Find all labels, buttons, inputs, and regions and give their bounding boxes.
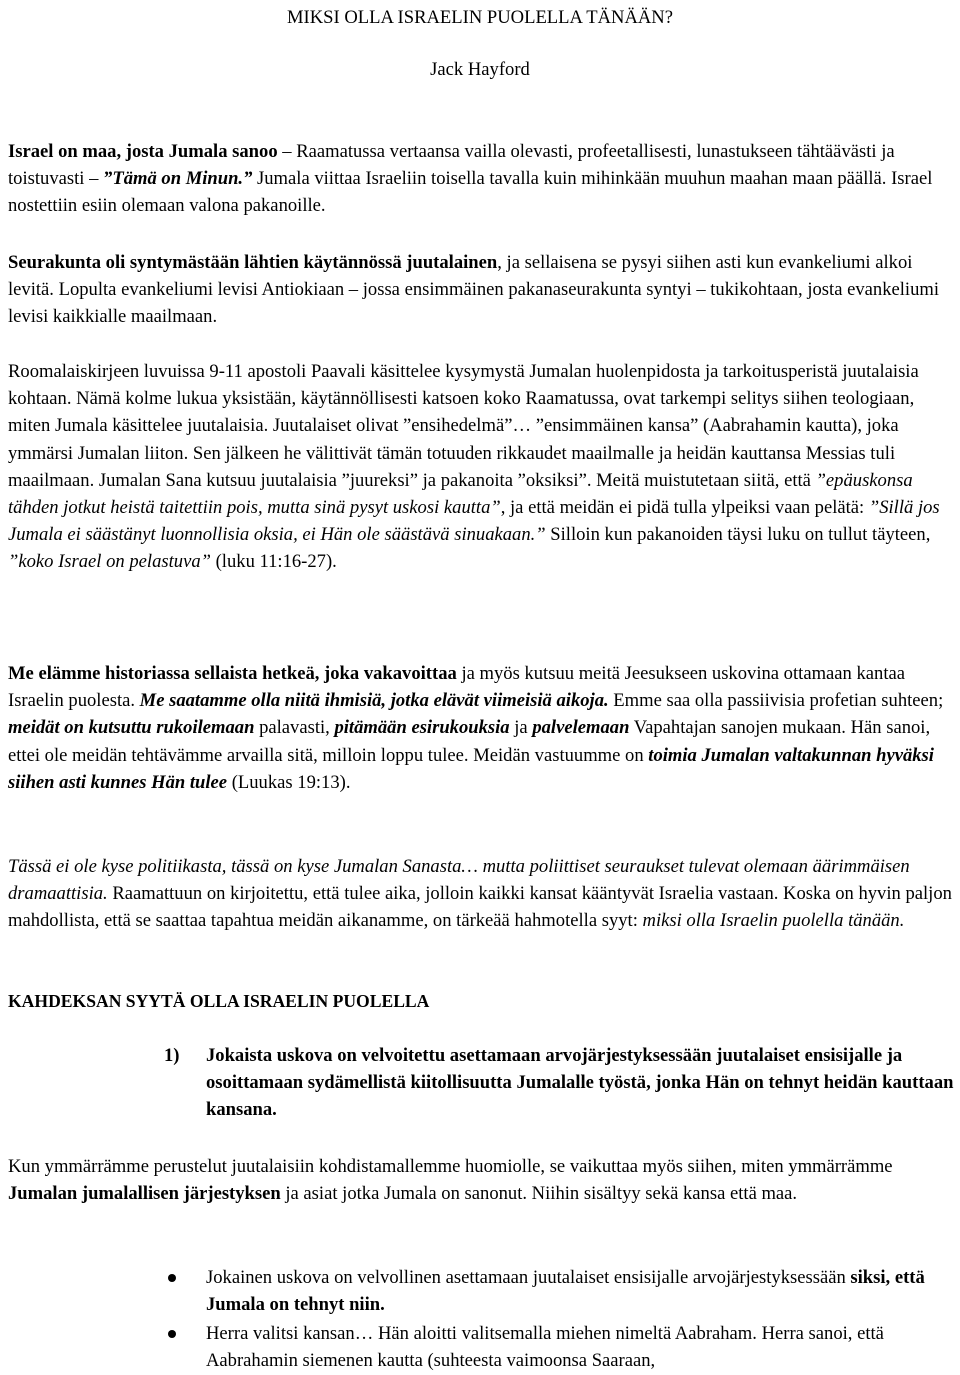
body-text: Silloin kun pakanoiden täysi luku on tullut täyteen, [545, 524, 931, 546]
italic-text: Tässä ei ole kyse politiikasta, tässä on kyse Jumalan Sanasta… mutta poliittiset seuraukset tulevat olemaan äärimmäisen dramaattisia. [8, 856, 910, 905]
paragraph-romans [8, 358, 954, 576]
body-text: , ja että meidän ei pidä tulla ylpeiksi vaan pelätä: [500, 497, 869, 519]
emphasis-text: siksi, että Jumala on tehnyt niin. [206, 1267, 925, 1316]
body-text: Kun ymmärrämme perustelut juutalaisiin kohdistamallemme huomiolle, se vaikuttaa myös siihen, miten ymmärrämme [8, 1156, 893, 1177]
body-text: palavasti, [254, 717, 335, 739]
body-text: Herra valitsi kansan… Hän aloitti valitsemalla miehen nimeltä Aabraham. Herra sanoi, että Aabrahamin siemenen kautta (suhteesta vaimoonsa Saaraan, [206, 1323, 884, 1372]
body-text: ja myös kutsuu meitä Jeesukseen uskovina ottamaan kantaa Israelin puolesta. [8, 663, 905, 712]
paragraph-divine-order [8, 1153, 954, 1207]
body-text: Vapahtajan sanojen mukaan. Hän sanoi, ettei ole meidän tehtävämme arvailla sitä, milloin loppu tulee. Meidän vastuumme on [8, 717, 931, 766]
emphasis-text: Seurakunta oli syntymästään lähtien käytännössä juutalainen [8, 252, 498, 273]
body-text: Raamattuun on kirjoitettu, että tulee aika, jolloin kaikki kansat kääntyvät Israelia vastaan. Koska on hyvin paljon mahdollista, että se saattaa tapahtua meidän aikanamme, on tärkeää hahmotella syyt: [8, 883, 952, 932]
bullet-item [168, 1320, 954, 1374]
emphasis-text: Israel on maa, josta Jumala sanoo [8, 141, 278, 162]
bullet-icon [168, 1330, 176, 1338]
section-heading: KAHDEKSAN SYYTÄ OLLA ISRAELIN PUOLELLA [8, 991, 430, 1011]
emphasis-text: pitämään esirukouksia [334, 717, 510, 739]
emphasis-text: palvelemaan [532, 717, 630, 739]
body-text: ja [509, 717, 533, 739]
italic-text: miksi olla Israelin puolella tänään. [642, 910, 905, 932]
emphasis-text: ”Tämä on Minun.” [103, 168, 253, 190]
quote-text: ”koko Israel on pelastuva” [8, 551, 211, 573]
document-title: MIKSI OLLA ISRAELIN PUOLELLA TÄNÄÄN? [287, 7, 673, 28]
body-text: – Raamatussa vertaansa vailla olevasti, profeetallisesti, lunastukseen tähtäävästi ja toistuvasti – [8, 141, 895, 190]
reason-text: Jokaista uskova on velvoitettu asettamaan arvojärjestyksessään juutalaiset ensisijalle ja osoittamaan sydämellistä kiitollisuutta Jumalalle työstä, jonka Hän on tehnyt heidän kauttaan kansana. [206, 1045, 954, 1121]
body-text: ja asiat jotka Jumala on sanonut. Niihin sisältyy sekä kansa että maa. [280, 1183, 798, 1205]
author-name: Jack Hayford [430, 59, 530, 80]
body-text: (luku 11:16-27). [210, 551, 337, 573]
quote-text: ”Sillä jos Jumala ei säästänyt luonnollisia oksia, ei Hän ole säästävä sinuakaan.” [8, 497, 940, 546]
body-text: Roomalaiskirjeen luvuissa 9-11 apostoli Paavali käsittelee kysymystä Jumalan huolenpidosta ja tarkoitusperistä juutalaisia kohtaan. Nämä kolme lukua yksistään, käytännöllisesti katsoen koko Raamatussa, ovat tarkempi selitys siihen teologiaan, miten Jumala käsittelee juutalaisia. Juutalaiset olivat ”ensihedelmä”… ”ensimmäinen kansa” (Aabrahamin kautta), joka ymmärsi Jumalan liiton. Sen jälkeen he välittivät tämän totuuden rikkaudet maailmalle ja heidän kauttansa Messias tuli maailmaan. Jumalan Sana kutsuu juutalaisia ”juureksi” ja pakanoita ”oksiksi”. Meitä muistutetaan siitä, että [8, 361, 919, 491]
emphasis-text: Me elämme historiassa sellaista hetkeä, joka vakavoittaa [8, 663, 457, 684]
quote-text: ”epäuskonsa tähden jotkut heistä taitettiin pois, mutta sinä pysyt uskosi kautta” [8, 469, 913, 519]
emphasis-text: toimia Jumalan valtakunnan hyväksi siihen asti kunnes Hän tulee [8, 744, 934, 793]
body-text: , ja sellaisena se pysyi siihen asti kun evankeliumi alkoi levitä. Lopulta evankeliumi levisi Antiokiaan – jossa ensimmäinen pakanaseurakunta syntyi – tukikohtaan, josta evankeliumi levisi kaikkialle maailmaan. [8, 252, 940, 328]
body-text: (Luukas 19:13). [227, 771, 351, 793]
emphasis-text: Jumalan jumalallisen järjestyksen [8, 1183, 281, 1205]
bullet-text [206, 1264, 954, 1318]
body-text: Emme saa olla passiivisia profetian suhteen; [608, 690, 944, 712]
reason-item-1 [164, 1042, 954, 1124]
paragraph-historic-moment [8, 660, 954, 796]
paragraph-church-origin [8, 249, 954, 331]
bullet-icon [168, 1274, 176, 1282]
bullet-item [168, 1264, 954, 1318]
body-text: Jokainen uskova on velvollinen asettamaan juutalaiset ensisijalle arvojärjestyksessään [206, 1267, 851, 1288]
emphasis-text: Me saatamme olla niitä ihmisiä, jotka elävät viimeisiä aikoja. [139, 690, 609, 712]
bullet-text [206, 1320, 954, 1374]
body-text: Jumala viittaa Israeliin toisella tavalla kuin mihinkään muuhun maahan maan päällä. Israel nostettiin esiin olemaan valona pakanoille. [8, 168, 933, 217]
paragraph-politics [8, 853, 954, 935]
reason-number: 1) [164, 1045, 180, 1066]
emphasis-text: meidät on kutsuttu rukoilemaan [8, 717, 255, 739]
paragraph-israel-land [8, 138, 954, 220]
